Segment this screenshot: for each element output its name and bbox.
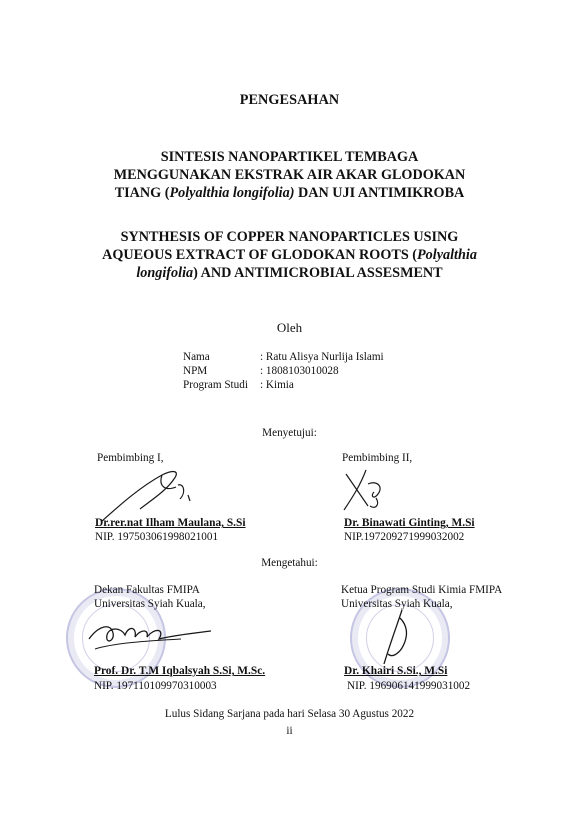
supervisor-2-name: Dr. Binawati Ginting, M.Si xyxy=(344,517,475,529)
student-info xyxy=(183,350,384,392)
head-role-2: Universitas Syiah Kuala, xyxy=(341,598,453,610)
supervisor-1-nip: NIP. 197503061998021001 xyxy=(95,531,219,543)
supervisor-2-role: Pembimbing II, xyxy=(342,452,413,464)
supervisor-2-nip: NIP.197209271999032002 xyxy=(344,531,465,543)
title-en-line-1: SYNTHESIS OF COPPER NANOPARTICLES USING xyxy=(120,229,459,245)
student-program-label: Program Studi xyxy=(183,379,248,391)
title-id-line-1: SINTESIS NANOPARTIKEL TEMBAGA xyxy=(160,149,419,165)
title-id-line-2: MENGGUNAKAN EKSTRAK AIR AKAR GLODOKAN xyxy=(113,167,466,183)
supervisor-2-signature xyxy=(340,466,400,516)
dean-name: Prof. Dr. T.M Iqbalsyah S.Si, M.Sc. xyxy=(94,665,266,677)
student-program-value: : Kimia xyxy=(260,379,294,391)
head-name: Dr. Khairi S.Si., M.Si xyxy=(344,665,448,677)
title-id-line-3: TIANG (Polyalthia longifolia) DAN UJI ANTIMIKROBA xyxy=(114,185,465,201)
title-english xyxy=(0,228,579,282)
page-number: ii xyxy=(286,725,293,737)
title-indonesian xyxy=(0,148,579,202)
dean-nip: NIP. 197110109970310003 xyxy=(94,680,217,692)
dean-signature xyxy=(85,615,215,655)
student-name-value: : Ratu Alisya Nurlija Islami xyxy=(260,351,384,363)
dean-role-1: Dekan Fakultas FMIPA xyxy=(94,584,200,596)
acknowledged-label: Mengetahui: xyxy=(261,557,318,569)
graduation-statement: Lulus Sidang Sarjana pada hari Selasa 30 Agustus 2022 xyxy=(164,708,415,720)
title-en-line-3: longifolia) AND ANTIMICROBIAL ASSESMENT xyxy=(136,265,443,281)
head-role-1: Ketua Program Studi Kimia FMIPA xyxy=(341,584,503,596)
supervisor-1-role: Pembimbing I, xyxy=(97,452,164,464)
approved-label: Menyetujui: xyxy=(262,427,317,439)
supervisor-1-name: Dr.rer.nat Ilham Maulana, S.Si xyxy=(95,517,246,529)
title-en-line-2: AQUEOUS EXTRACT OF GLODOKAN ROOTS (Polyalthia xyxy=(102,247,477,263)
author-label: Oleh xyxy=(276,320,303,335)
head-signature xyxy=(380,608,420,668)
student-npm-value: : 1808103010028 xyxy=(260,365,339,377)
supervisor-1-signature xyxy=(100,465,220,525)
dean-role-2: Universitas Syiah Kuala, xyxy=(94,598,206,610)
student-name-label: Nama xyxy=(183,351,210,363)
head-nip: NIP. 196906141999031002 xyxy=(347,680,471,692)
student-npm-label: NPM xyxy=(183,365,208,377)
page-heading: PENGESAHAN xyxy=(239,92,340,108)
